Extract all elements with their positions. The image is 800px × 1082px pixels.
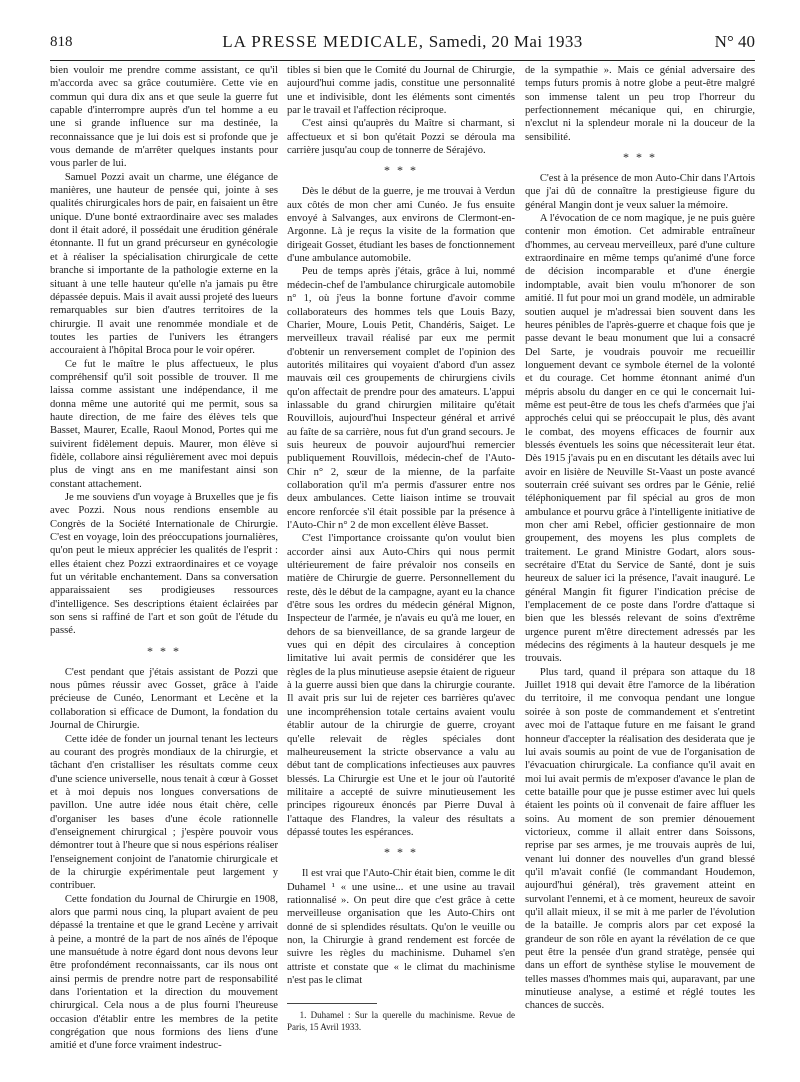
section-separator: * * * bbox=[384, 845, 418, 860]
paragraph: bien vouloir me prendre comme assistant, ce qu'il m'accorda avec sa grâce coutumière. Cette vie en commun qui dura dix ans et que seule la guerre fut capable d'interrompre auprès d'un tel homme a eu une si grande influence sur ma destinée, la reconnaissance que je lui dois est si profonde que je vous demande de m'arrêter quelques instants pour vous parler de lui. bbox=[50, 65, 278, 170]
paragraph: Ce fut le maître le plus affectueux, le plus compréhensif qu'il soit possible de trouver. Il me laissa comme assistant une indépendance, il me donna même une autorité qui me permit, sous sa haute direction, de me faire des élèves tels que Basset, Maurer, Ecalle, Raoul Monod, Portes qui me suivirent fidèlement depuis. Maurer, mon élève si fidèle, collabore ainsi régulièrement avec moi depuis plus de vingt ans en me manifestant ainsi son constant attachement. bbox=[50, 358, 278, 490]
paragraph: de la sympathie ». Mais ce génial adversaire des temps futurs promis à notre globe a peut-être malgré son immense talent un peu trop l'horreur du perfectionnement mécanique qui, en chirurgie, n'exclut ni la splendeur morale ni la douceur de la sensibilité. bbox=[525, 65, 755, 143]
issue-date: Samedi, 20 Mai 1933 bbox=[428, 32, 583, 51]
paragraph: Dès le début de la guerre, je me trouvai à Verdun aux côtés de mon cher ami Cunéo. Je fus ensuite envoyé à Salvanges, aux environs de Clermont-en-Argonne. Là je reçus la visite de la formation que dirigeait Gosset, étudiant les bases de fonctionnement d'une ambulance automobile. bbox=[287, 186, 515, 265]
column-2 bbox=[287, 64, 515, 1033]
paragraph: Il est vrai que l'Auto-Chir était bien, comme le dit Duhamel ¹ « une usine... et une usine au travail rationnalisé ». On peut dire que c'est grâce à cette merveilleuse organisation que les Auto-Chirs ont donné de si splendides résultats. Qu'on le veuille ou non, la Chirurgie à grand rendement est forcée de suivre les règles du machinisme. Duhamel s'en attriste et constate que « le climat du machinisme n'est pas le climat bbox=[287, 868, 515, 986]
paragraph: C'est pendant que j'étais assistant de Pozzi que nous pûmes réussir avec Gosset, grâce à l'aide précieuse de Cunéo, Lenormant et Lecène et la collaboration si efficace de Dumont, la fondation du Journal de Chirurgie. bbox=[50, 666, 278, 732]
section-separator: * * * bbox=[384, 163, 418, 178]
section-separator: * * * bbox=[147, 643, 181, 658]
paragraph: Peu de temps après j'étais, grâce à lui, nommé médecin-chef de l'ambulance chirurgicale automobile n° 1, où j'eus la bonne fortune d'avoir comme collaborateurs des hommes tels que Louis Bazy, Charier, Moure, Louis Petit, Chandéris, Saiget. Le merveilleux travail réalisé par eux me permit d'obtenir un renversement complet de l'opinion des autorités militaires qui voyaient d'abord d'un assez mauvais œil ces groupements de chirurgiens civils qu'on affectait de prendre pour des amateurs. L'appui inlassable du grand chirurgien militaire qu'était Rouvillois, aujourd'hui Inspecteur général et arrivé au faîte de sa carrière, nous fut d'un grand secours. Je suis heureux de pouvoir aujourd'hui remercier publiquement Rouvillois, médecin-chef de l'Auto-Chir n° 2, sœur de la mienne, de la parfaite collaboration qu'il m'a permis d'assurer entre nos deux ambulances. Cette liaison intime se trouvait encore renforcée s'il était possible par la présence à l'Auto-Chir n° 2 de mon excellent élève Basset. bbox=[287, 266, 515, 531]
page-number: 818 bbox=[50, 34, 73, 50]
paragraph: C'est ainsi qu'auprès du Maître si charmant, si affectueux et si bon qu'était Pozzi se déroula ma carrière jusqu'au coup de tonnerre de Sérajévo. bbox=[287, 118, 515, 157]
paragraph: Cette idée de fonder un journal tenant les lecteurs au courant des progrès mondiaux de la chirurgie, et tâchant d'en cristalliser les résultats comme ceux d'une science universelle, nous tenait à cœur à Gosset et à moi depuis nos longues conversations de pavillon. Une autre idée nous était chère, celle d'organiser les bases d'une école rationnelle d'enseignement chirurgical ; j'espère pouvoir vous démontrer tout à l'heure que si nous espérions réaliser l'enseignement conjoint de l'anatomie chirurgicale et de la chirurgie expérimentale peut largement y contribuer. bbox=[50, 733, 278, 892]
footnote-rule bbox=[287, 1003, 377, 1004]
issue-number: N° 40 bbox=[714, 32, 755, 51]
column-3 bbox=[525, 64, 755, 1013]
running-title bbox=[50, 32, 755, 52]
paragraph: tibles si bien que le Comité du Journal de Chirurgie, aujourd'hui comme jadis, constitue une personnalité une et indivisible, dont les éléments sont cimentés par le travail et l'affection réciproque. bbox=[287, 65, 515, 117]
paragraph: C'est à la présence de mon Auto-Chir dans l'Artois que j'ai dû de connaître la prestigieuse figure du général Mangin dont je veux saluer la mémoire. bbox=[525, 173, 755, 211]
paragraph: A l'évocation de ce nom magique, je ne puis guère contenir mon émotion. Cet admirable entraîneur d'hommes, au cerveau merveilleux, paré d'une culture extraordinaire en même temps qu'animé d'une force de décision incomparable et d'une énergie indomptable, avait bien voulu m'honorer de son amitié. Il fut pour moi un grand modèle, un admirable soutien auquel je m'adressai bien souvent dans les heures pénibles de l'après-guerre et chaque fois que je passe devant le beau monument que lui a consacré Del Sarte, je voudrais pouvoir me recueillir longuement devant ce symbole éternel de la volonté et du courage. Cet homme étonnant animé d'un mépris absolu du danger en ce qui le concernait lui-même est peut-être de tous les chefs d'armées que j'ai approchés celui qui se préoccupait le plus, dès avant le combat, des moyens efficaces de fournir aux blessés éventuels les soins que nécessiterait leur état. Dès 1915 j'avais pu en en discutant les détails avec lui avoir en lisière de Neuville St-Vaast un poste avancé souterrain créé suivant ses ordres par le Génie, relié téléphoniquement par fil spécial au gros de mon ambulance et pourvu grâce à l'intelligente initiative de mon cher ami Rebel, officier gestionnaire de mon groupement, des moyens les plus complets de traitement. Le grand Ministre Godart, alors sous-secrétaire d'Etat du Service de Santé, dont je suis heureux de saluer ici la présence, l'avait inauguré. Le général Mangin fit figurer l'indication précise de l'emplacement de ce poste dans l'ordre d'attaque si bien que les blessés relevant de soins d'extrême urgence purent m'être directement adressés par les médecins des régiments à la hauteur desquels je me trouvais. bbox=[525, 213, 755, 665]
column-1 bbox=[50, 64, 278, 1053]
journal-title: LA PRESSE MEDICALE, bbox=[222, 32, 425, 51]
paragraph: Plus tard, quand il prépara son attaque du 18 Juillet 1918 qui devait être l'amorce de la libération du territoire, il me convoqua pendant une longue soirée à son poste de commandement et s'entretint avec moi de l'attaque future en me faisant le grand honneur d'accepter la réalisation des desiderata que je lui avais soumis au point de vue de l'organisation de l'évacuation chirurgicale. La confiance qu'il avait en moi lui avait permis de m'exposer d'avance le plan de cette bataille pour que je pusse estimer avec lui quels étaient les points où il convenait de faire affluer les soins. Au moment de son premier dénouement victorieux, comme il allait entrer dans Soissons, reprise par ses armes, je me trouvais auprès de lui, venant lui donner des nouvelles d'un grand blessé qu'il m'avait confié (le commandant Houdemon, aujourd'hui général), très gravement atteint en survolant l'ennemi, et à ce moment, heureux de savoir qu'il allait mieux, il se mit à me parler de l'évolution de la bataille. Je compris alors par cet exposé la grandeur de son rôle en ayant la révélation de ce que peut être la pensée d'un grand stratège, pensée qui dans un effort de synthèse stylise le mouvement de telles masses d'hommes mais qui, auparavant, par une minutieuse analyse, a estimé et réglé toutes les chances de succès. bbox=[525, 666, 755, 1012]
footnote: 1. Duhamel : Sur la querelle du machinisme. Revue de Paris, 15 Avril 1933. bbox=[287, 1010, 515, 1032]
header-rule bbox=[50, 60, 755, 61]
paragraph: Je me souviens d'un voyage à Bruxelles que je fis avec Pozzi. Nous nous rendions ensemble au Congrès de la Société Internationale de Chirurgie. C'est en voyage, loin des préoccupations journalières, qu'on peut le mieux apprécier les qualités de l'esprit : elles étaient chez Pozzi extraordinaires et ce voyage fut un véritable enchantement. Dans sa conversation apparaissaient ses prodigieuses ressources d'intelligence. Ses descriptions étaient éclairées par son sens si raffiné de l'art et son goût de l'étude du passé. bbox=[50, 492, 278, 637]
paragraph: Cette fondation du Journal de Chirurgie en 1908, alors que parmi nous cinq, la plupart avaient de peu dépassé la trentaine et que le grand Lecène y arrivait à peine, a montré de la part de nos aînés de l'époque une mansuétude à notre égard dont nous devons leur être profondément reconnaissants, car ils nous ont ainsi permis de prendre notre part de responsabilité dans l'orientation et la direction du mouvement chirurgical. Cela nous a de plus fourni l'heureuse occasion d'établir entre les membres de la petite congrégation que nous formions des liens d'une amitié et d'une force vraiment indestruc- bbox=[50, 893, 278, 1052]
running-header bbox=[50, 30, 755, 56]
section-separator: * * * bbox=[623, 150, 657, 165]
paragraph: Samuel Pozzi avait un charme, une élégance de manières, une hauteur de pensée qui, jointe à ses qualités chirurgicales hors de pair, en faisaient un être unique. D'une bonté extraordinaire avec ses malades dont il était adoré, il possédait une érudition générale étonnante. Il fut un grand précurseur en gynécologie et à réaliser la spécialisation chirurgicale de cette branche si importante de la pathologie externe en la situant à une telle hauteur qu'elle n'a jamais pu être dépassée depuis. Mais il avait aussi projeté des lueurs remarquables sur bien d'autres territoires de la chirurgie. Il avait une renommée mondiale et de toutes les parties de l'univers les étrangers accouraient à l'hôpital Broca pour le voir opérer. bbox=[50, 171, 278, 357]
paragraph: C'est l'importance croissante qu'on voulut bien accorder ainsi aux Auto-Chirs qui nous permit ultérieurement de faire prévaloir nos conseils en matière de Chirurgie de guerre. Personnellement du reste, dès le début de la campagne, ayant eu la chance d'être sous les ordres du médecin général Mignon, Inspecteur de l'armée, je n'avais eu qu'à me louer, en dehors de sa bienveillance, de sa grande largeur de vues qui en dépit des circulaires à conception limitative lui avait permis de considérer que les règles de la plus minutieuse asepsie étaient de rigueur à la guerre aussi bien que dans la chirurgie courante. Il avait pris sur lui de rejeter ces barrières qu'avec une incompréhension totale certains avaient voulu établir autour de la chirurgie de guerre, croyant qu'elle relevait de règles spéciales dont malheureusement la stricte observance a valu au début tant de complications infectieuses aux pauvres blessés. La Chirurgie est Une et le jour où l'autorité militaire a accepté de suivre minutieusement les principes rigoureux énoncés par Pierre Duval à l'attaque des Flandres, la valeur des résultats a dépassé toutes les espérances. bbox=[287, 533, 515, 838]
